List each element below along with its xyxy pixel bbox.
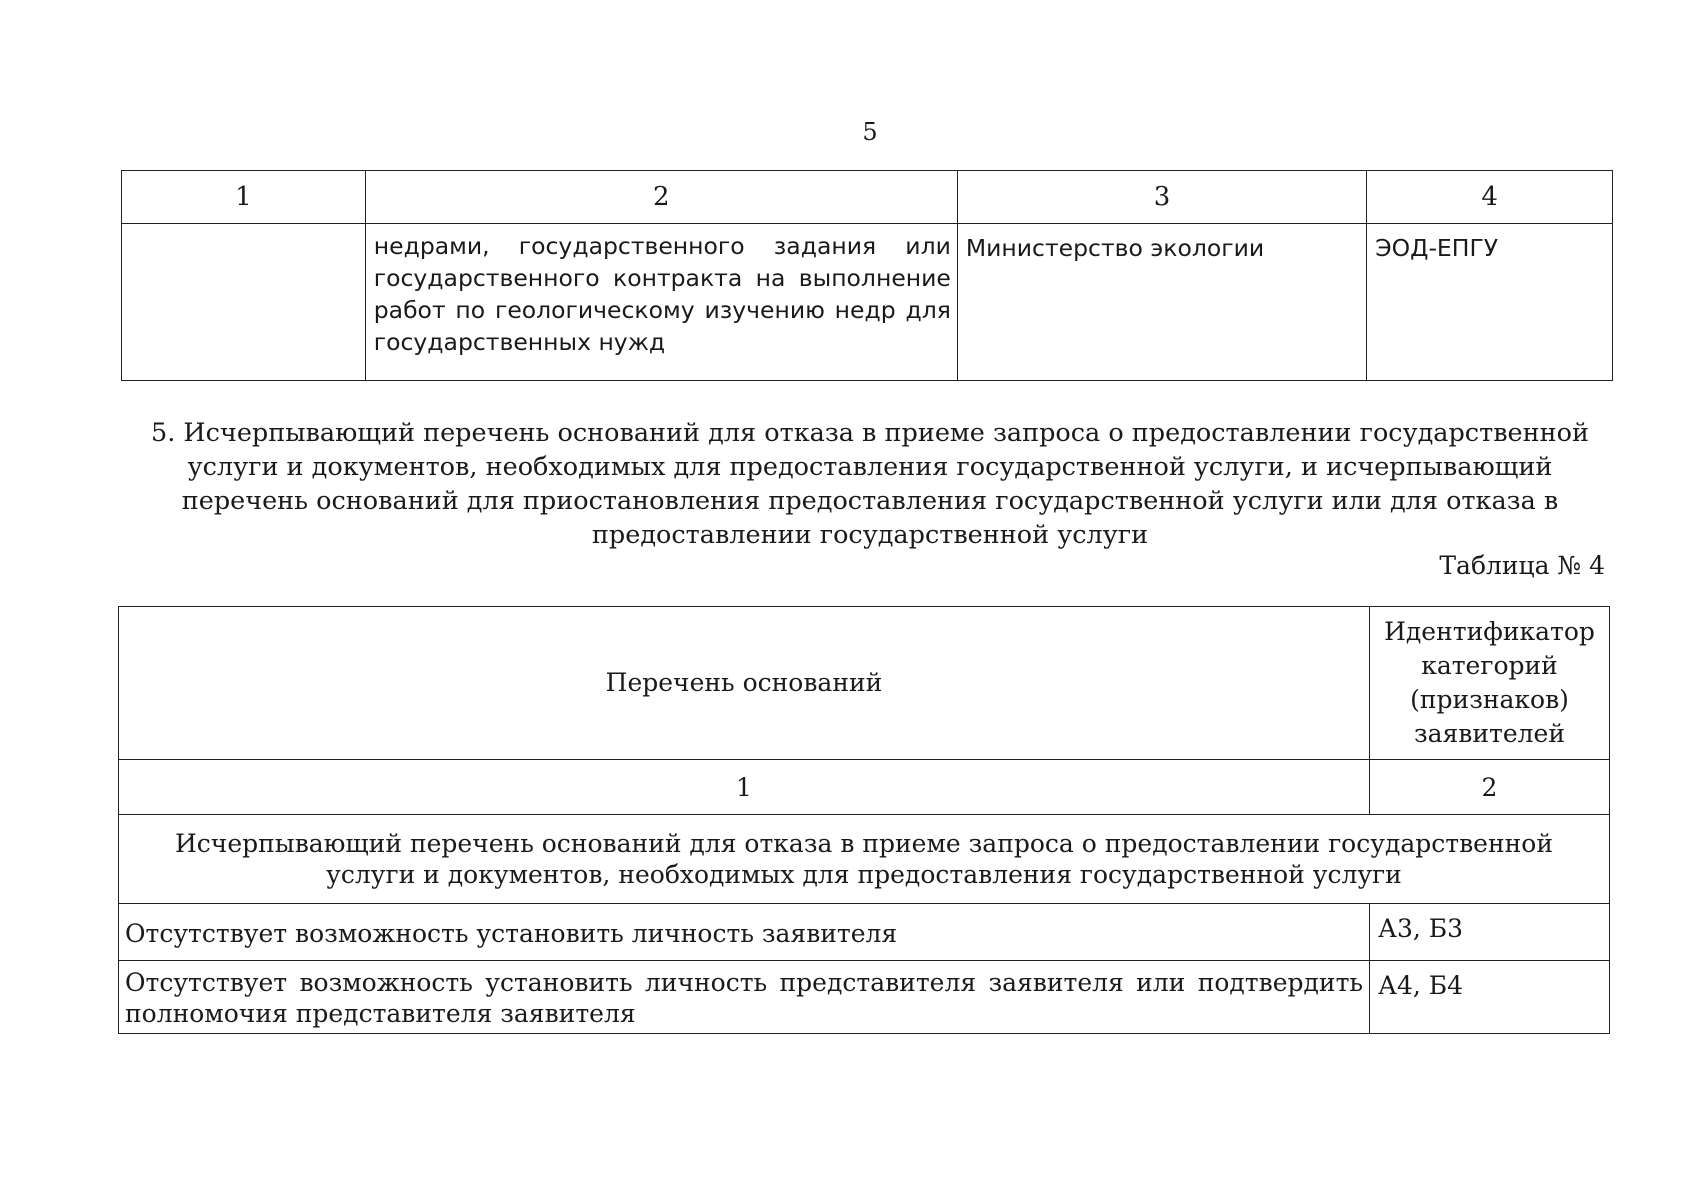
column-number-2: 2 xyxy=(1370,760,1610,815)
table-header-row xyxy=(119,607,1610,760)
header-cell-2: 2 xyxy=(365,171,957,224)
header-applicant-category: Идентификатор категорий (признаков) заявителей xyxy=(1370,607,1610,760)
table-cell-ministry: Министерство экологии xyxy=(957,224,1366,381)
category-code-cell: А4, Б4 xyxy=(1370,961,1610,1034)
group-title-row xyxy=(119,815,1610,904)
table-row xyxy=(119,904,1610,961)
table-caption: Таблица № 4 xyxy=(1439,551,1605,580)
table-row xyxy=(119,961,1610,1034)
column-numbers-row xyxy=(119,760,1610,815)
table-cell-description: недрами, государственного задания или государственного контракта на выполнение работ по геологическому изучению недр для государственных нужд xyxy=(365,224,957,381)
header-cell-3: 3 xyxy=(957,171,1366,224)
page-number: 5 xyxy=(862,118,878,146)
table-row xyxy=(122,224,1613,381)
header-cell-1: 1 xyxy=(122,171,366,224)
reason-cell: Отсутствует возможность установить личность представителя заявителя или подтвердить полномочия представителя заявителя xyxy=(119,961,1370,1034)
table-cell-method: ЭОД-ЕПГУ xyxy=(1367,224,1613,381)
category-code-cell: А3, Б3 xyxy=(1370,904,1610,961)
table-cell-empty xyxy=(122,224,366,381)
column-number-1: 1 xyxy=(119,760,1370,815)
reason-cell: Отсутствует возможность установить личность заявителя xyxy=(119,904,1370,961)
section-heading: 5. Исчерпывающий перечень оснований для отказа в приеме запроса о предоставлении государственной услуги и документов, необходимых для предоставления государственной услуги, и исчерпывающий перечень оснований для приостановления предоставления государственной услуги или для отказа в предоставлении государственной услуги xyxy=(151,418,1589,550)
header-cell-4: 4 xyxy=(1367,171,1613,224)
table-continuation xyxy=(121,170,1613,381)
group-title: Исчерпывающий перечень оснований для отказа в приеме запроса о предоставлении государственной услуги и документов, необходимых для предоставления государственной услуги xyxy=(119,815,1610,904)
table-header-row xyxy=(122,171,1613,224)
table-reasons xyxy=(118,606,1610,1034)
header-reasons: Перечень оснований xyxy=(119,607,1370,760)
